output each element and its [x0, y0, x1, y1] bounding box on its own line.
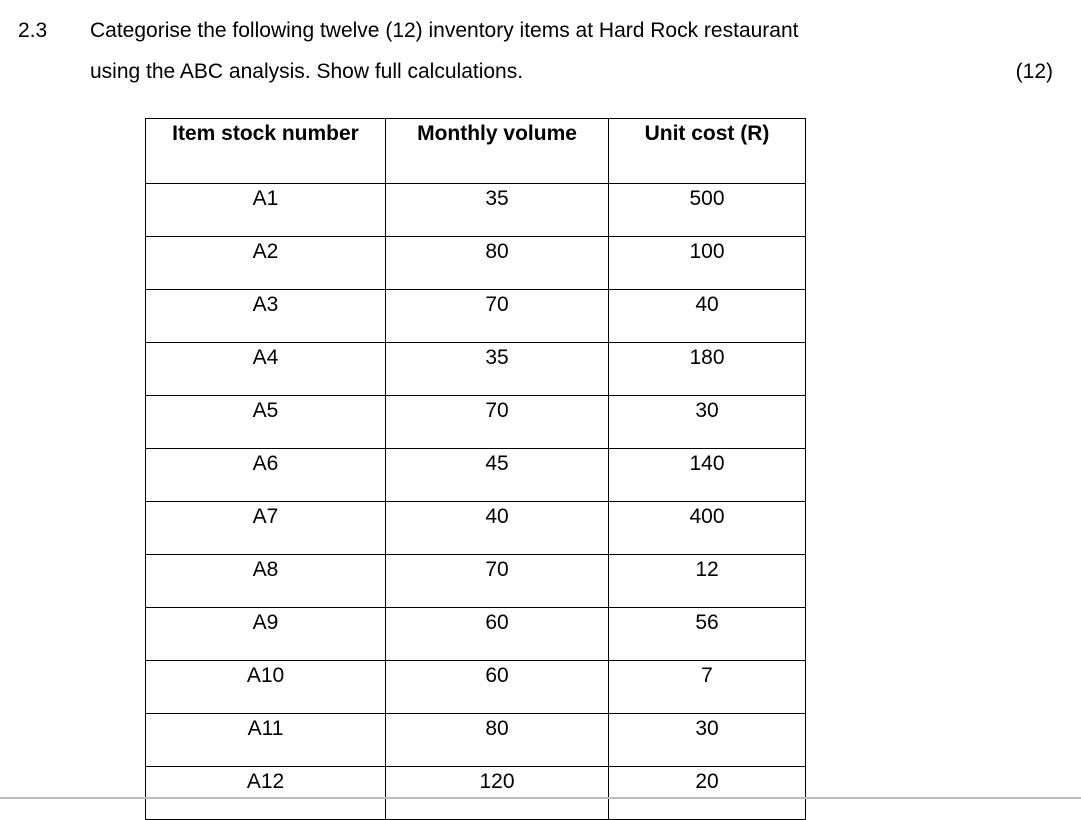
- cell-item: A4: [146, 343, 386, 396]
- table-row: [146, 237, 806, 290]
- question-text-line-1: Categorise the following twelve (12) inventory items at Hard Rock restaurant: [90, 19, 799, 42]
- cell-volume: 60: [386, 608, 609, 661]
- cell-unit-cost: 56: [609, 608, 806, 661]
- table-header-row: [146, 119, 806, 184]
- cell-item: A5: [146, 396, 386, 449]
- cell-item: A3: [146, 290, 386, 343]
- cell-unit-cost: 400: [609, 502, 806, 555]
- cell-unit-cost: 100: [609, 237, 806, 290]
- table-row: [146, 608, 806, 661]
- cell-unit-cost: 30: [609, 396, 806, 449]
- cell-item: A9: [146, 608, 386, 661]
- question-number: 2.3: [18, 19, 48, 42]
- cell-item: A12: [146, 767, 386, 820]
- cell-unit-cost: 12: [609, 555, 806, 608]
- question-text-line-2: using the ABC analysis. Show full calculations.: [90, 60, 524, 83]
- table-row: [146, 396, 806, 449]
- table-row: [146, 661, 806, 714]
- header-item-stock-number: Item stock number: [146, 119, 386, 184]
- cell-item: A7: [146, 502, 386, 555]
- cell-unit-cost: 30: [609, 714, 806, 767]
- cell-item: A2: [146, 237, 386, 290]
- header-monthly-volume: Monthly volume: [386, 119, 609, 184]
- cell-item: A8: [146, 555, 386, 608]
- cell-volume: 35: [386, 184, 609, 237]
- table-row: [146, 290, 806, 343]
- cell-volume: 35: [386, 343, 609, 396]
- table-row: [146, 714, 806, 767]
- cell-unit-cost: 7: [609, 661, 806, 714]
- inventory-table: [145, 118, 806, 820]
- cell-item: A1: [146, 184, 386, 237]
- table-row: [146, 555, 806, 608]
- cell-unit-cost: 20: [609, 767, 806, 820]
- cell-volume: 80: [386, 237, 609, 290]
- cell-volume: 70: [386, 555, 609, 608]
- cell-volume: 40: [386, 502, 609, 555]
- cell-unit-cost: 40: [609, 290, 806, 343]
- table-row: [146, 343, 806, 396]
- cell-volume: 80: [386, 714, 609, 767]
- table-row: [146, 502, 806, 555]
- cell-unit-cost: 140: [609, 449, 806, 502]
- cell-volume: 70: [386, 396, 609, 449]
- cell-volume: 70: [386, 290, 609, 343]
- cell-volume: 45: [386, 449, 609, 502]
- cell-volume: 60: [386, 661, 609, 714]
- cell-unit-cost: 180: [609, 343, 806, 396]
- table-row: [146, 184, 806, 237]
- cell-volume: 120: [386, 767, 609, 820]
- cell-item: A10: [146, 661, 386, 714]
- cell-unit-cost: 500: [609, 184, 806, 237]
- table-row: [146, 449, 806, 502]
- cell-item: A6: [146, 449, 386, 502]
- question-marks: (12): [1015, 60, 1053, 83]
- table-row: [146, 767, 806, 820]
- cell-item: A11: [146, 714, 386, 767]
- header-unit-cost: Unit cost (R): [609, 119, 806, 184]
